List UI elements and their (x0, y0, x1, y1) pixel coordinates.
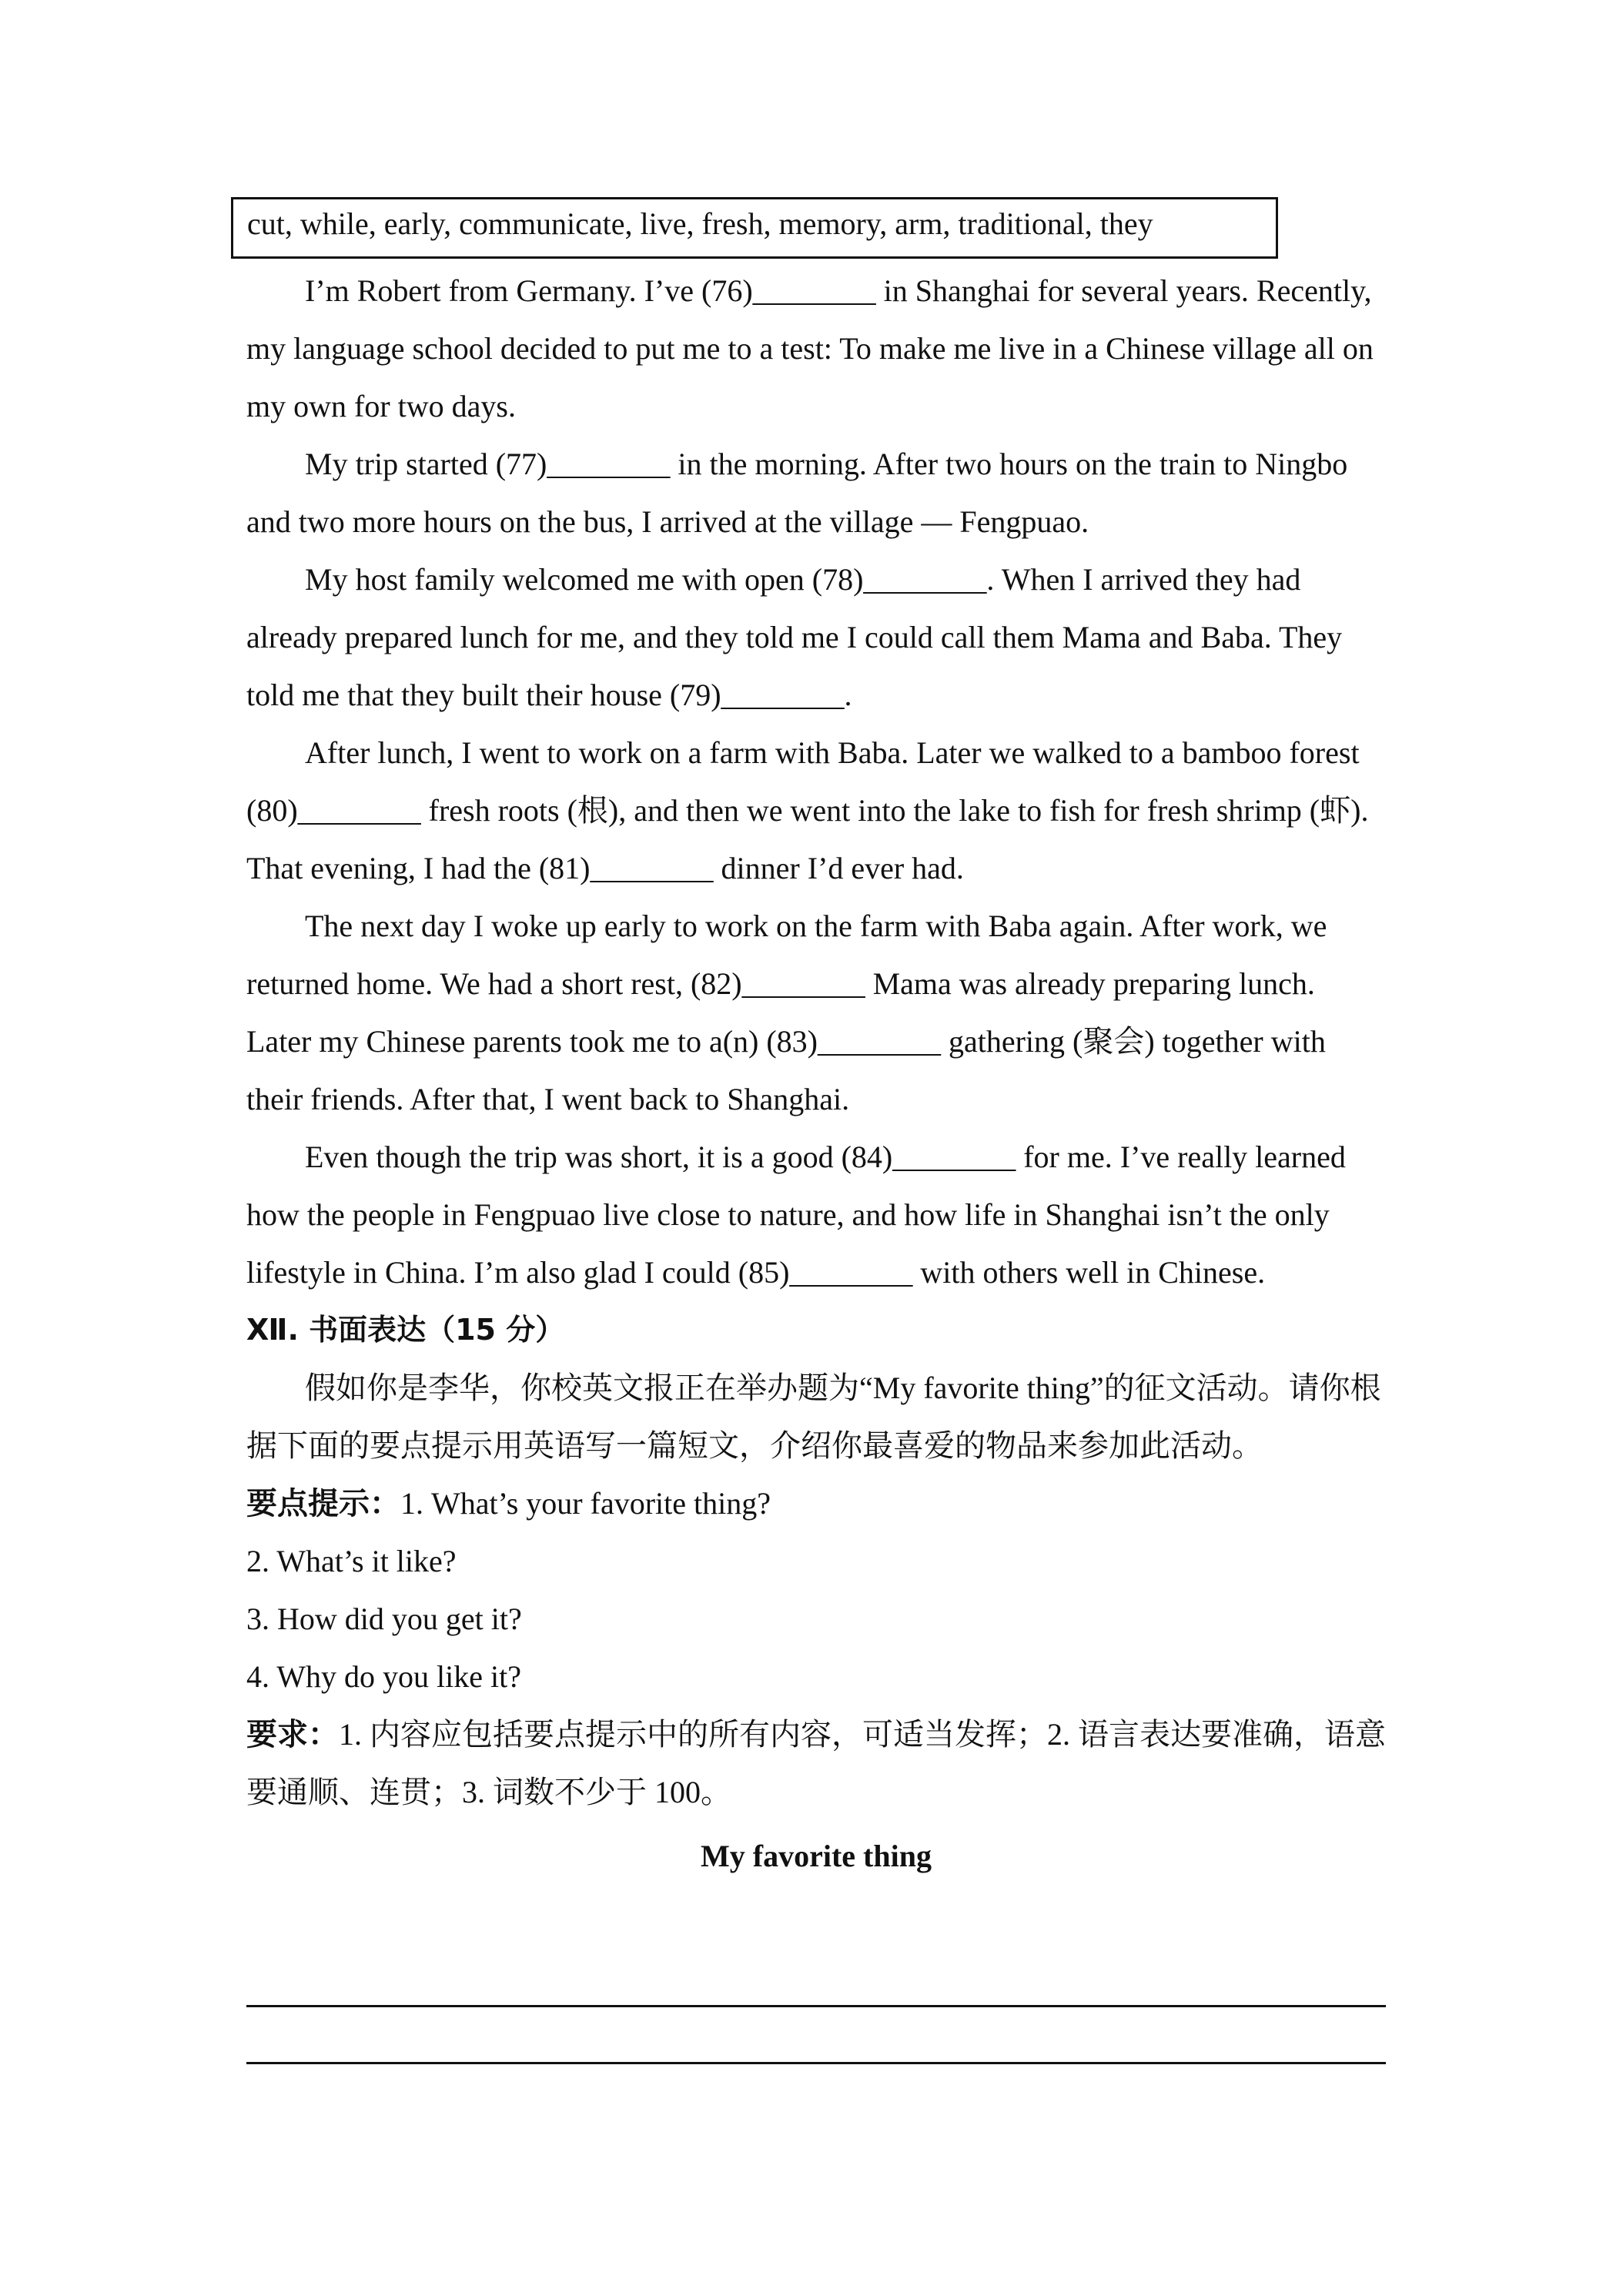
requirements-text: 1. 内容应包括要点提示中的所有内容，可适当发挥；2. 语言表达要准确，语意要通顺、连贯；3. 词数不少于 100。 (246, 1717, 1386, 1809)
section-heading: Ⅻ. 书面表达（15 分） (246, 1313, 565, 1347)
writing-line-2[interactable] (246, 2062, 1386, 2064)
passage-paragraph-3: My host family welcomed me with open (78)________. When I arrived they had already prepared lunch for me, and they told me I could call them Mama and Baba. They told me that they built their house (79)________. (246, 562, 1343, 712)
passage-content (246, 262, 1386, 1885)
point-4: 4. Why do you like it? (246, 1659, 521, 1694)
point-2: 2. What’s it like? (246, 1544, 457, 1578)
writing-line-1[interactable] (246, 2005, 1386, 2007)
point-1: 1. What’s your favorite thing? (400, 1486, 771, 1521)
writing-instructions: 假如你是李华，你校英文报正在举办题为“My favorite thing”的征文活动。请你根据下面的要点提示用英语写一篇短文，介绍你最喜爱的物品来参加此活动。 (246, 1371, 1381, 1463)
passage-paragraph-1: I’m Robert from Germany. I’ve (76)________ in Shanghai for several years. Recently, my language school decided to put me to a test: To make me live in a Chinese village all on my own for two days. (246, 273, 1374, 423)
passage-paragraph-4: After lunch, I went to work on a farm with Baba. Later we walked to a bamboo forest (80)________ fresh roots (根), and then we went into the lake to fish for fresh shrimp (虾). That evening, I had the (81)________ dinner I’d ever had. (246, 735, 1369, 885)
points-hint-line (246, 1474, 1386, 1532)
essay-title: My favorite thing (701, 1839, 932, 1873)
point-3: 3. How did you get it? (246, 1602, 522, 1636)
requirements (246, 1705, 1386, 1821)
passage-paragraph-2: My trip started (77)________ in the morning. After two hours on the train to Ningbo and two more hours on the bus, I arrived at the village — Fengpuao. (246, 447, 1348, 539)
requirements-label: 要求： (246, 1717, 339, 1752)
passage-paragraph-5: The next day I woke up early to work on the farm with Baba again. After work, we returned home. We had a short rest, (82)________ Mama was already preparing lunch. Later my Chinese parents took me to a(n) (83)________ gathering (聚会) together with their friends. After that, I went back to Shanghai. (246, 909, 1327, 1116)
word-bank-box: cut, while, early, communicate, live, fresh, memory, arm, traditional, they (231, 197, 1278, 259)
passage-paragraph-6: Even though the trip was short, it is a good (84)________ for me. I’ve really learned how the people in Fengpuao live close to nature, and how life in Shanghai isn’t the only lifestyle in China. I’m also glad I could (85)________ with others well in Chinese. (246, 1140, 1346, 1290)
points-label: 要点提示： (246, 1486, 400, 1521)
